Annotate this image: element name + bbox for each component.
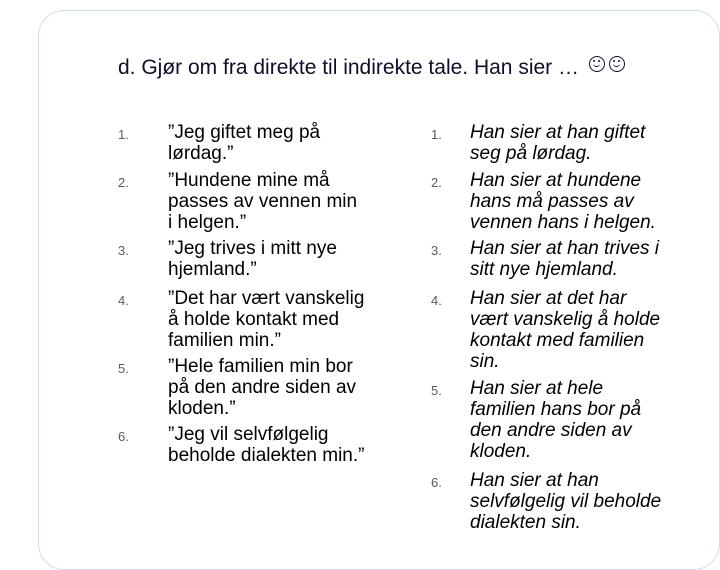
list-number: 1. [431,127,442,142]
list-item-line: dialekten sin. [470,512,581,533]
list-item-line: å holde kontakt med [168,309,340,330]
list-item-line: ”Jeg giftet meg på [168,122,321,143]
list-item-line: Han sier at han [470,470,599,491]
list-item-line: hjemland.” [168,259,257,280]
list-item [470,470,661,533]
list-item [168,170,357,233]
slide-title [118,56,625,80]
list-item-line: vært vanskelig å holde [470,309,661,330]
list-number: 1. [118,127,129,142]
list-item [168,238,337,280]
list-item-line: ”Hundene mine må [168,170,330,191]
list-item-line: familien min.” [168,330,281,351]
list-item-line: vennen hans i helgen. [470,212,656,233]
list-item-line: på den andre siden av [168,377,357,398]
list-item [168,122,320,164]
list-item [168,288,364,351]
list-item-line: selvfølgelig vil beholde [470,491,662,512]
list-item-line: sitt nye hjemland. [470,259,618,280]
list-item-line: ”Jeg vil selvfølgelig [168,424,329,445]
list-item-line: lørdag.” [168,143,234,164]
list-number: 4. [431,293,442,308]
list-item [470,378,641,462]
list-item-line: beholde dialekten min.” [168,445,365,466]
list-item-line: den andre siden av [470,420,632,441]
list-number: 5. [118,361,129,376]
list-number: 2. [431,175,442,190]
list-item [470,238,659,280]
list-item-line: sin. [470,351,500,372]
list-item-line: Han sier at hele [470,378,604,399]
list-item [470,288,660,372]
list-item-line: kloden. [470,441,532,462]
list-item-line: Han sier at han trives i [470,238,660,259]
list-number: 6. [431,475,442,490]
smiley-icon [609,56,625,72]
list-item-line: seg på lørdag. [470,143,592,164]
list-number: 5. [431,383,442,398]
list-number: 3. [431,243,442,258]
smiley-icon [589,56,605,72]
list-number: 2. [118,175,129,190]
list-item-line: Han sier at hundene [470,170,642,191]
list-item-line: ”Hele familien min bor [168,356,353,377]
list-item [168,356,356,419]
title-text: d. Gjør om fra direkte til indirekte tale. Han sier … [118,56,579,79]
list-item [470,170,656,233]
list-item [168,424,364,466]
list-item-line: passes av vennen min [168,191,358,212]
list-item [470,122,645,164]
list-number: 3. [118,243,129,258]
list-item-line: Han sier at han giftet [470,122,646,143]
list-item-line: ”Det har vært vanskelig [168,288,365,309]
list-number: 6. [118,429,129,444]
list-item-line: i helgen.” [168,212,247,233]
list-item-line: familien hans bor på [470,399,642,420]
list-item-line: ”Jeg trives i mitt nye [168,238,337,259]
list-item-line: kloden.” [168,398,236,419]
list-item-line: hans må passes av [470,191,634,212]
list-number: 4. [118,293,129,308]
list-item-line: Han sier at det har [470,288,627,309]
list-item-line: kontakt med familien [470,330,645,351]
